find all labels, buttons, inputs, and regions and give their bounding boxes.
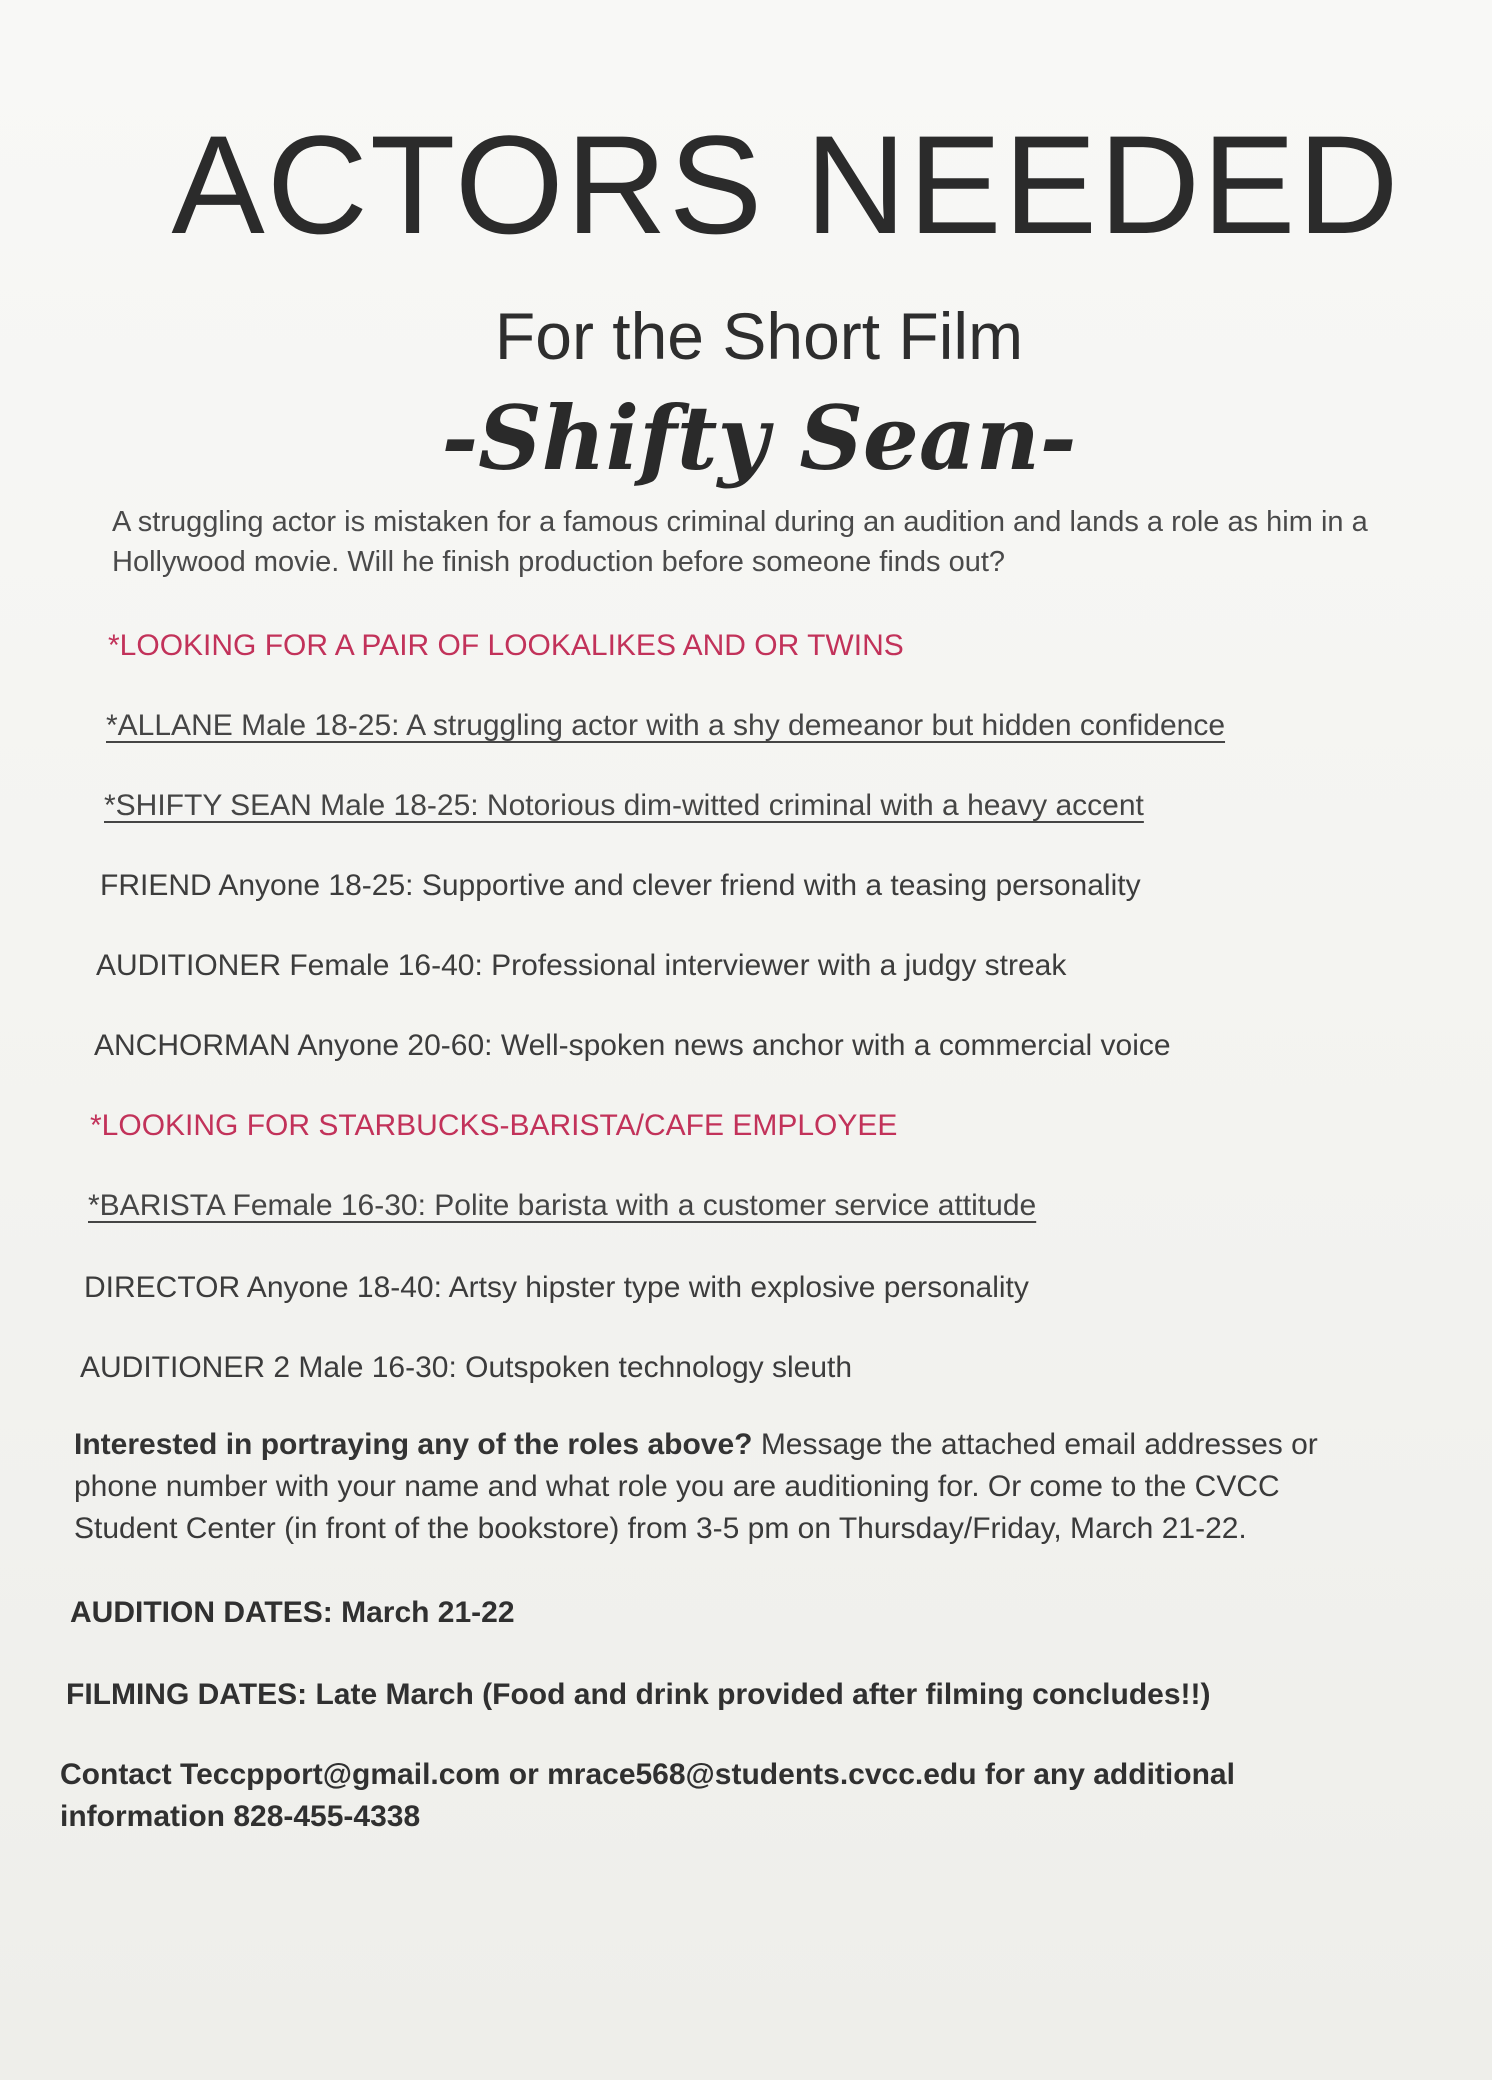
role-friend: FRIEND Anyone 18-25: Supportive and clever friend with a teasing personality (100, 869, 1141, 902)
interest-lead: Interested in portraying any of the roles above? (74, 1428, 753, 1461)
page-title: ACTORS NEEDED (171, 106, 1401, 263)
role-allane: *ALLANE Male 18-25: A struggling actor with a shy demeanor but hidden confidence (106, 709, 1226, 742)
casting-note-lookalikes: *LOOKING FOR A PAIR OF LOOKALIKES AND OR TWINS (108, 629, 904, 662)
contact-email-1[interactable]: Teccpport@gmail.com (180, 1758, 501, 1791)
contact-phone[interactable]: 828-455-4338 (233, 1800, 421, 1833)
role-shifty-sean: *SHIFTY SEAN Male 18-25: Notorious dim-witted criminal with a heavy accent (104, 789, 1144, 822)
role-barista: *BARISTA Female 16-30: Polite barista with a customer service attitude (88, 1189, 1037, 1222)
contact-prefix: Contact (60, 1758, 180, 1791)
audition-dates (70, 1592, 515, 1634)
synopsis: A struggling actor is mistaken for a famous criminal during an audition and lands a role as him in a Hollywood movie. Will he finish production before someone finds out? (112, 506, 1368, 578)
role-director: DIRECTOR Anyone 18-40: Artsy hipster type with explosive personality (84, 1271, 1029, 1304)
audition-dates-label: AUDITION DATES: (70, 1596, 333, 1629)
contact-info (60, 1754, 1340, 1838)
subtitle: For the Short Film (494, 299, 1024, 373)
filming-dates-label: FILMING DATES: (66, 1678, 308, 1711)
contact-mid: or (500, 1758, 548, 1791)
film-title: -Shifty Sean- (441, 386, 1077, 490)
contact-suffix: for any additional information (60, 1758, 1235, 1833)
role-anchorman: ANCHORMAN Anyone 20-60: Well-spoken news anchor with a commercial voice (94, 1029, 1171, 1062)
role-auditioner: AUDITIONER Female 16-40: Professional interviewer with a judgy streak (96, 949, 1067, 982)
contact-email-2[interactable]: mrace568@students.cvcc.edu (547, 1758, 977, 1791)
filming-dates (66, 1674, 1211, 1716)
interest-body: Message the attached email addresses or phone number with your name and what role you are auditioning for. Or come to the CVCC Student Center (in front of the bookstore) from 3-5 pm on Thursday/Friday, March 21-22. (74, 1428, 1318, 1545)
filming-dates-value: Late March (Food and drink provided after filming concludes!!) (315, 1678, 1211, 1711)
role-auditioner-2: AUDITIONER 2 Male 16-30: Outspoken technology sleuth (80, 1351, 853, 1384)
audition-dates-value: March 21-22 (341, 1596, 515, 1629)
interest-paragraph (74, 1424, 1384, 1550)
casting-note-barista: *LOOKING FOR STARBUCKS-BARISTA/CAFE EMPLOYEE (90, 1109, 898, 1142)
